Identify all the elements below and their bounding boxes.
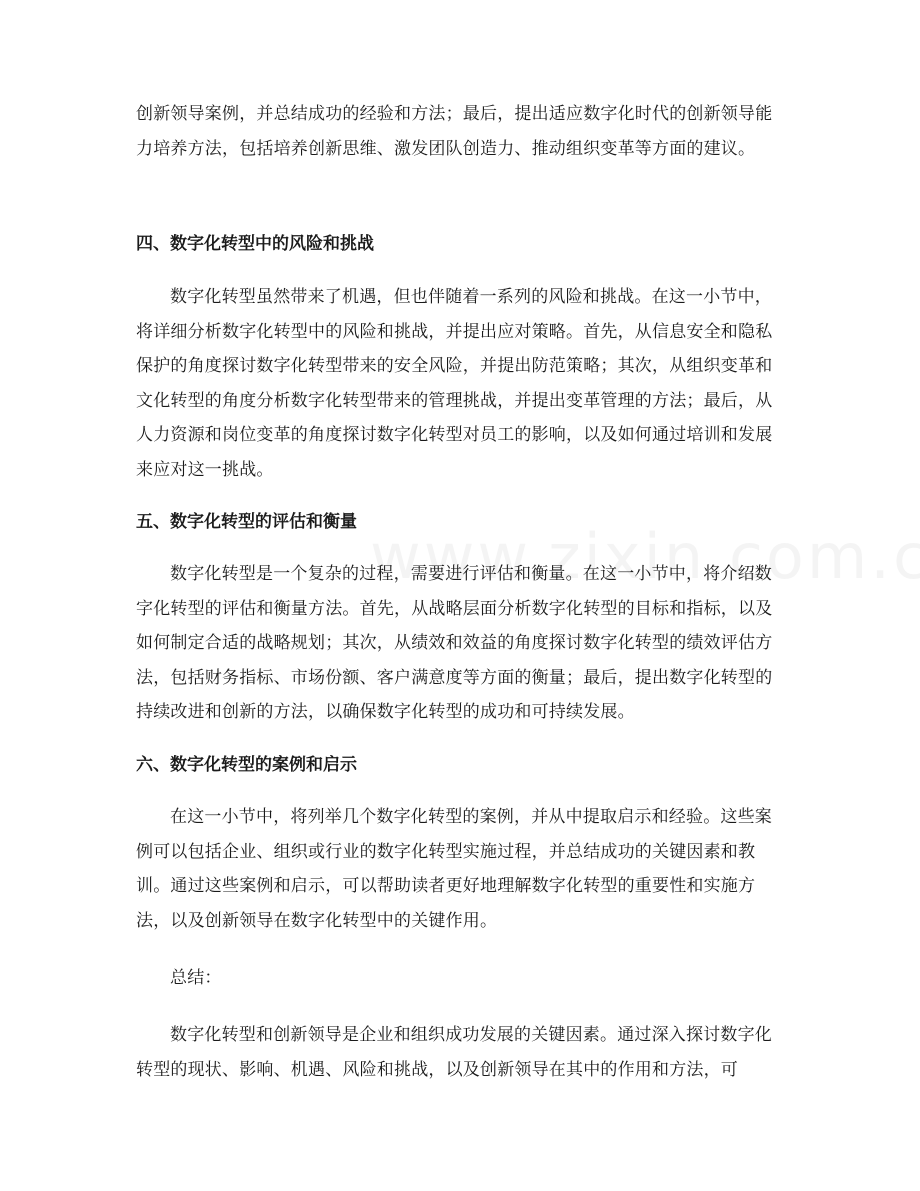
section-heading-6: 六、数字化转型的案例和启示: [136, 755, 357, 775]
summary-body: 数字化转型和创新领导是企业和组织成功发展的关键因素。通过深入探讨数字化转型的现状、影响、机遇、风险和挑战，以及创新领导在其中的作用和方法，可: [136, 1025, 772, 1080]
section-heading-5: 五、数字化转型的评估和衡量: [136, 512, 357, 532]
section-body-4: 数字化转型虽然带来了机遇，但也伴随着一系列的风险和挑战。在这一小节中，将详细分析数字化转型中的风险和挑战，并提出应对策略。首先，从信息安全和隐私保护的角度探讨数字化转型带来的安全风险，并提出防范策略；其次，从组织变革和文化转型的角度分析数字化转型带来的管理挑战，并提出变革管理的方法；最后，从人力资源和岗位变革的角度探讨数字化转型对员工的影响，以及如何通过培训和发展来应对这一挑战。: [136, 287, 773, 480]
section-body-5: 数字化转型是一个复杂的过程，需要进行评估和衡量。在这一小节中，将介绍数字化转型的评估和衡量方法。首先，从战略层面分析数字化转型的目标和指标，以及如何制定合适的战略规划；其次，从绩效和效益的角度探讨数字化转型的绩效评估方法，包括财务指标、市场份额、客户满意度等方面的衡量；最后，提出数字化转型的持续改进和创新的方法，以确保数字化转型的成功和可持续发展。: [136, 564, 773, 722]
section-body-6: 在这一小节中，将列举几个数字化转型的案例，并从中提取启示和经验。这些案例可以包括企业、组织或行业的数字化转型实施过程，并总结成功的关键因素和教训。通过这些案例和启示，可以帮助读者更好地理解数字化转型的重要性和实施方法，以及创新领导在数字化转型中的关键作用。: [136, 807, 772, 931]
section-heading-4: 四、数字化转型中的风险和挑战: [136, 234, 374, 254]
intro-paragraph: 创新领导案例，并总结成功的经验和方法；最后，提出适应数字化时代的创新领导能力培养方法，包括培养创新思维、激发团队创造力、推动组织变革等方面的建议。: [136, 104, 773, 159]
summary-label: 总结：: [170, 968, 222, 988]
